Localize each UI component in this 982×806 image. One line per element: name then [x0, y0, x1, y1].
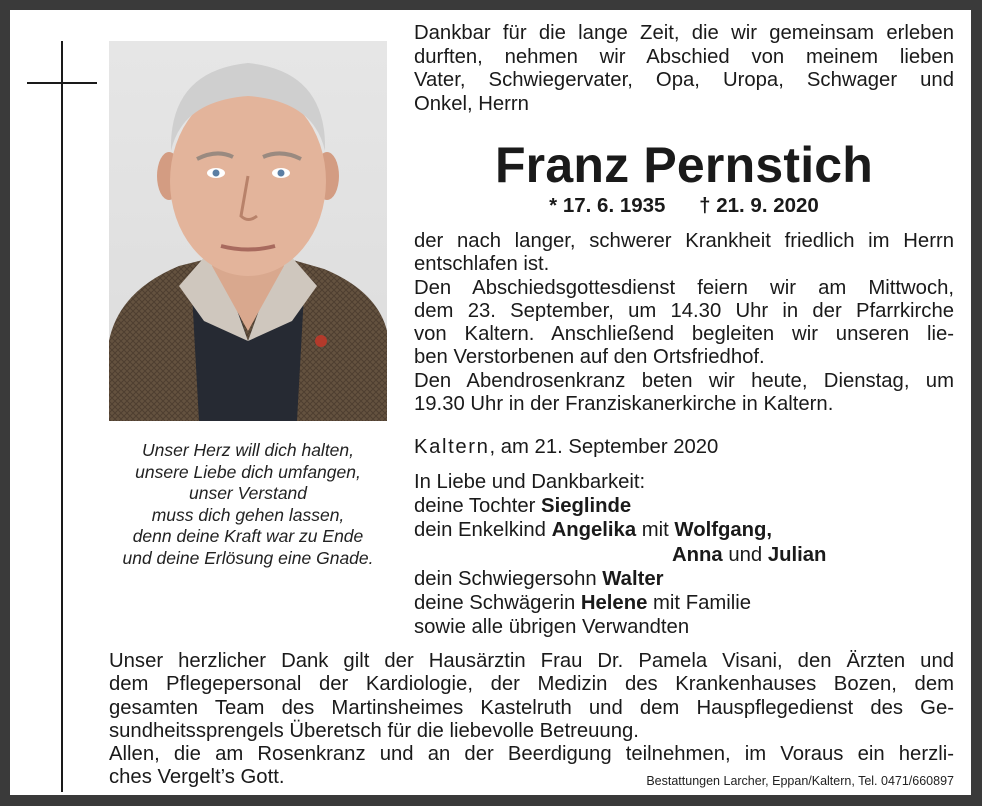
- intro-text: [414, 22, 954, 116]
- poem-line: muss dich gehen lassen,: [151, 504, 345, 525]
- memorial-poem: [100, 440, 396, 570]
- thanks-line: gesamten Team des Martinsheimes Kastelruth und dem Hauspflegedienst des Ge-: [109, 696, 954, 719]
- notice-line: 19.30 Uhr in der Franziskanerkirche in Kaltern.: [414, 393, 834, 416]
- acknowledgement-text: [109, 650, 954, 790]
- poem-line: denn deine Kraft war zu Ende: [132, 526, 364, 547]
- notice-line: entschlafen ist.: [414, 253, 550, 276]
- notice-line: von Kaltern. Anschließend begleiten wir unseren lie-: [414, 323, 954, 346]
- deceased-name: Franz Pernstich: [494, 137, 874, 193]
- intro-line: Dankbar für die lange Zeit, die wir gemeinsam erleben: [414, 22, 954, 44]
- cross-icon: [61, 41, 63, 792]
- mourner-name: Wolfgang,: [674, 519, 773, 542]
- mourner-name: Angelika: [551, 519, 637, 542]
- notice-line: Den Abendrosenkranz beten wir heute, Dienstag, um: [414, 369, 954, 392]
- mourner-suffix: mit Familie: [647, 592, 752, 615]
- poem-line: Unser Herz will dich halten,: [141, 440, 355, 460]
- thanks-line: dem Pflegepersonal der Kardiologie, der Medizin des Krankenhauses Bozen, dem: [109, 673, 954, 696]
- mourners-heading: In Liebe und Dankbarkeit:: [414, 471, 646, 493]
- mourner-name: Anna: [672, 543, 723, 566]
- mourner-line: sowie alle übrigen Verwandten: [414, 616, 690, 639]
- thanks-line: sundheitssprengels Überetsch für die liebevolle Betreuung.: [109, 719, 639, 742]
- cross-icon-bar: [27, 82, 97, 84]
- undertaker-credit: Bestattungen Larcher, Eppan/Kaltern, Tel. 0471/660897: [646, 774, 954, 788]
- notice-line: Den Abschiedsgottesdienst feiern wir am Mittwoch,: [414, 276, 954, 299]
- thanks-line: ches Vergelt’s Gott.: [109, 766, 285, 789]
- mourners-list: [414, 470, 954, 639]
- mourner-name: Walter: [602, 567, 664, 590]
- mourner-line: [414, 543, 954, 567]
- place-date: , am 21. September 2020: [489, 436, 719, 458]
- mourner-line: [414, 567, 954, 591]
- portrait-photo: [109, 41, 387, 421]
- notice-line: dem 23. September, um 14.30 Uhr in der Pfarrkirche: [414, 299, 954, 322]
- mourner-name: Helene: [580, 592, 648, 615]
- mourner-relation: dein Enkelkind: [414, 519, 552, 542]
- mourner-name: Sieglinde: [541, 495, 632, 518]
- thanks-line: Unser herzlicher Dank gilt der Hausärztin Frau Dr. Pamela Visani, den Ärzten und: [109, 650, 954, 672]
- mourner-connector: und: [722, 543, 768, 566]
- funeral-notice-text: [414, 230, 954, 416]
- mourner-line: [414, 494, 954, 518]
- poem-line: unser Verstand: [188, 483, 308, 504]
- mourner-relation: deine Tochter: [414, 495, 542, 518]
- place-and-date: [414, 436, 954, 459]
- death-date: † 21. 9. 2020: [699, 194, 819, 217]
- place-city: Kaltern: [414, 436, 490, 458]
- obituary-card: [10, 10, 971, 795]
- mourner-relation: dein Schwiegersohn: [414, 567, 603, 590]
- notice-line: ben Verstorbenen auf den Ortsfriedhof.: [414, 346, 765, 369]
- birth-date: * 17. 6. 1935: [549, 194, 666, 217]
- mourner-name: Julian: [767, 543, 827, 566]
- intro-line: durften, nehmen wir Abschied von meinem lieben: [414, 45, 954, 68]
- thanks-line: Allen, die am Rosenkranz und an der Beerdigung teilnehmen, im Voraus ein herzli-: [109, 743, 954, 766]
- intro-line: Vater, Schwiegervater, Opa, Uropa, Schwager und: [414, 69, 954, 91]
- mourner-line: [414, 518, 954, 542]
- mourner-connector: mit: [636, 519, 675, 542]
- poem-line: unsere Liebe dich umfangen,: [135, 461, 361, 482]
- intro-line: Onkel, Herrn: [414, 92, 529, 115]
- mourner-line: [414, 591, 954, 615]
- life-dates: [414, 194, 954, 218]
- mourner-relation: deine Schwägerin: [414, 592, 581, 615]
- poem-line: und deine Erlösung eine Gnade.: [122, 547, 374, 568]
- notice-line: der nach langer, schwerer Krankheit friedlich im Herrn: [414, 230, 954, 252]
